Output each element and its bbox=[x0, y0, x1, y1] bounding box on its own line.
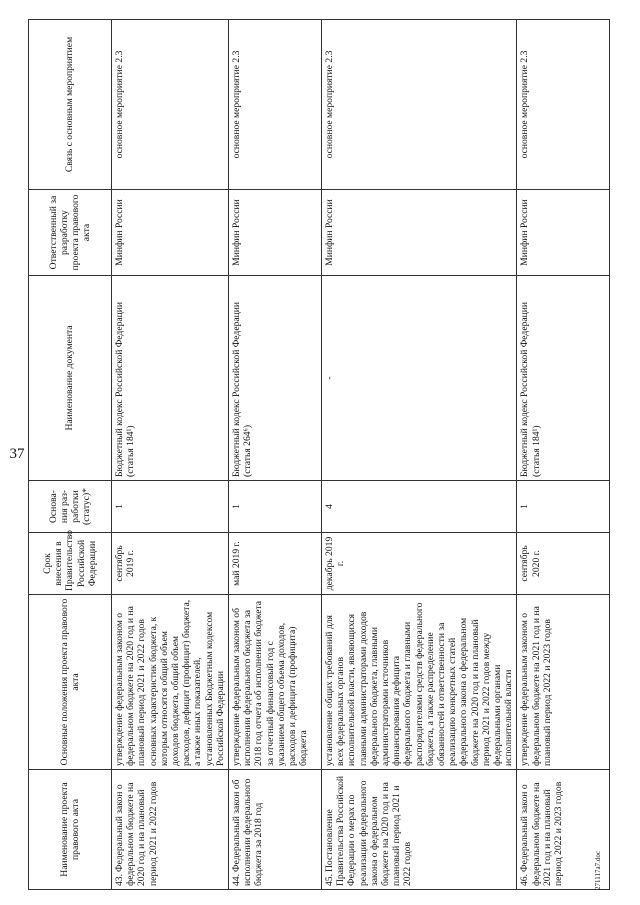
deadline-cell: сентябрь 2019 г. bbox=[112, 533, 229, 595]
provisions-cell: утверждение федеральным законом об исполнении федерального бюджета за 2018 год отчета об исполнении бюджета за отчетный финансовый год с указанием общего объема доходов, расходов и дефицита (профицита) бюджета bbox=[229, 595, 322, 770]
table-row bbox=[229, 20, 322, 890]
act-name: Федеральный закон о федеральном бюджете на 2021 год и на плановый период 2022 и 2023 годов bbox=[519, 781, 565, 886]
column-header: Основа-ния раз-работки (статус)* bbox=[29, 481, 112, 533]
document-cell: Бюджетный кодекс Российской Федерации (статья 184¹) bbox=[112, 276, 229, 481]
table-row bbox=[112, 20, 229, 890]
table-row bbox=[517, 20, 610, 890]
basis-cell: 4 bbox=[322, 481, 517, 533]
responsible-cell: Минфин России bbox=[112, 190, 229, 276]
provisions-cell: установление общих требований для всех федеральных органов исполнительной власти, являющихся главными администраторами доходов федерального бюджета, главными администраторами источников финансирования дефицита федерального бюджета и главными распорядителями средств федерального бюджета, а также распределение обязанностей и ответственности за реализацию конкретных статей федерального закона о федеральном бюджете на 2020 год и на плановый период 2021 и 2022 годов между федеральными органами исполнительной власти bbox=[322, 595, 517, 770]
column-header: Ответственный за разработку проекта правового акта bbox=[29, 190, 112, 276]
column-header: Срок внесения в Правительство Российской Федерации bbox=[29, 533, 112, 595]
document-cell: - bbox=[322, 276, 517, 481]
link-cell: основное мероприятие 2.3 bbox=[112, 20, 229, 190]
act-name: Постановление Правительства Российской Федерации о мерах по реализации федерального закона о федеральном бюджете на 2020 год и на плановый период 2021 и 2022 годов bbox=[324, 775, 414, 886]
basis-cell: 1 bbox=[112, 481, 229, 533]
responsible-cell: Минфин России bbox=[517, 190, 610, 276]
link-cell: основное мероприятие 2.3 bbox=[517, 20, 610, 190]
basis-cell: 1 bbox=[517, 481, 610, 533]
document-cell: Бюджетный кодекс Российской Федерации (статья 184¹) bbox=[517, 276, 610, 481]
act-name-cell bbox=[112, 770, 229, 890]
rotated-page bbox=[28, 20, 608, 890]
column-header: Основные положения проекта правового акта bbox=[29, 595, 112, 770]
basis-cell: 1 bbox=[229, 481, 322, 533]
responsible-cell: Минфин России bbox=[229, 190, 322, 276]
act-name-cell bbox=[322, 770, 517, 890]
table-row bbox=[322, 20, 517, 890]
document-cell: Бюджетный кодекс Российской Федерации (статья 264⁶) bbox=[229, 276, 322, 481]
link-cell: основное мероприятие 2.3 bbox=[322, 20, 517, 190]
deadline-cell: май 2019 г. bbox=[229, 533, 322, 595]
deadline-cell: сентябрь 2020 г. bbox=[517, 533, 610, 595]
legislation-plan-table bbox=[28, 19, 610, 890]
page-number: 37 bbox=[9, 446, 25, 462]
column-header: Наименование проекта правового акта bbox=[29, 770, 112, 890]
deadline-cell: декабрь 2019 г. bbox=[322, 533, 517, 595]
row-number: 46. bbox=[519, 874, 531, 886]
column-header: Связь с основным мероприятием bbox=[29, 20, 112, 190]
row-number: 44. bbox=[231, 874, 243, 886]
table-header-row bbox=[29, 20, 112, 890]
act-name: Федеральный закон об исполнении федерального бюджета за 2018 год bbox=[231, 778, 265, 886]
act-name-cell bbox=[229, 770, 322, 890]
document-footer: 271117a7.doc bbox=[594, 851, 602, 890]
row-number: 43. bbox=[114, 874, 125, 886]
act-name: Федеральный закон о федеральном бюджете на 2020 год и на плановый период 2021 и 2022 годов bbox=[114, 781, 159, 886]
responsible-cell: Минфин России bbox=[322, 190, 517, 276]
column-header: Наименование документа bbox=[29, 276, 112, 481]
link-cell: основное мероприятие 2.3 bbox=[229, 20, 322, 190]
row-number: 45. bbox=[324, 874, 336, 886]
provisions-cell: утверждение федеральным законом о федеральном бюджете на 2021 год и на плановый период 2022 и 2023 годов bbox=[517, 595, 610, 770]
provisions-cell: утверждение федеральным законом о федеральном бюджете на 2020 год и на плановый период 2021 и 2022 годов основных характеристик бюджета, к которым относятся общий объем доходов бюджета, общий объем расходов, дефицит (профицит) бюджета, а также иных показателей, установленных Бюджетным кодексом Российской Федерации bbox=[112, 595, 229, 770]
